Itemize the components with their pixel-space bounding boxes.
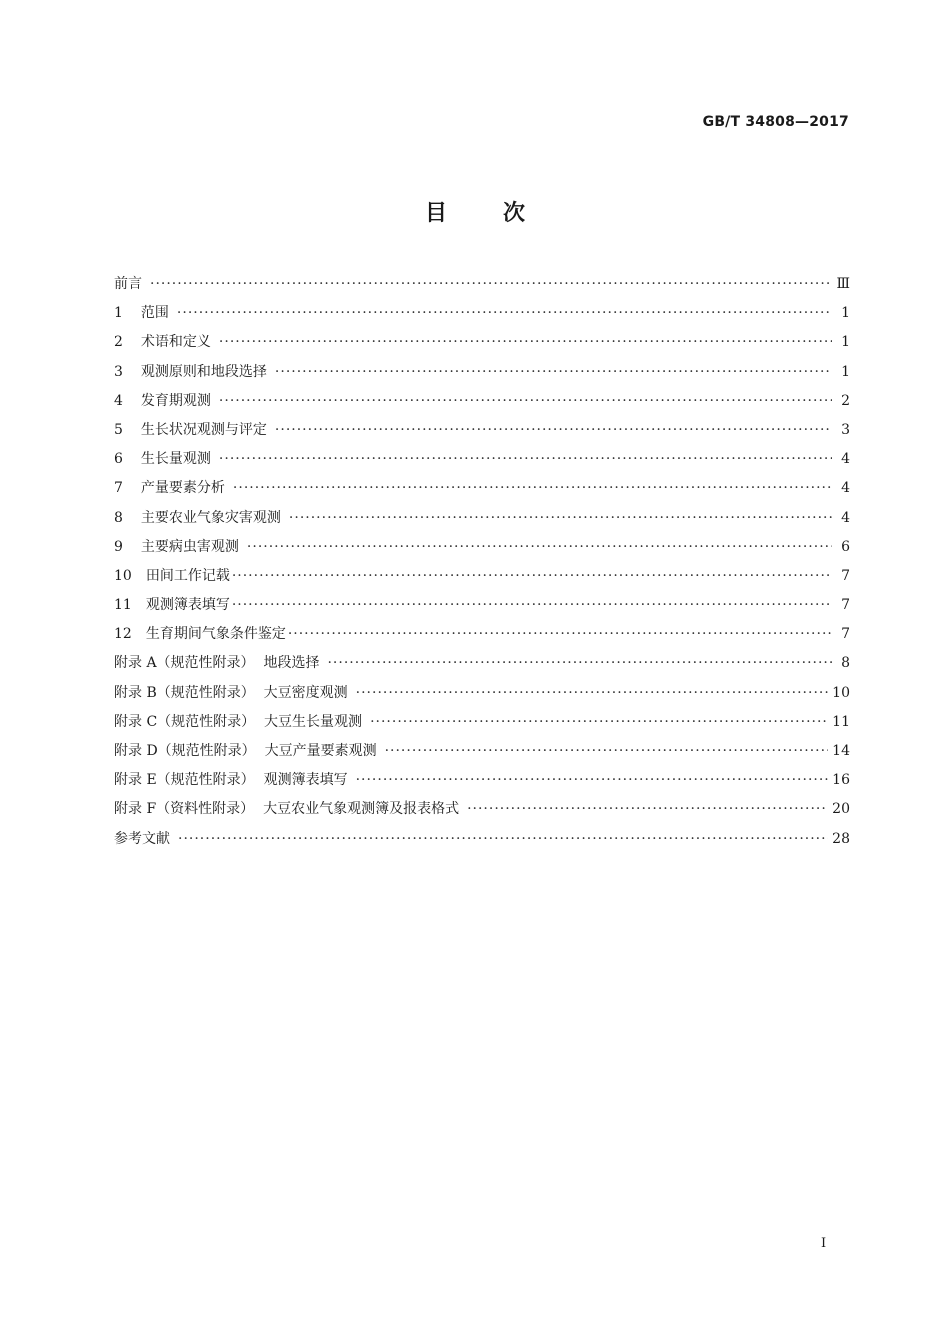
toc-entry-page: Ⅲ <box>836 276 850 292</box>
toc-entry-references[interactable] <box>114 825 850 854</box>
toc-entry-6[interactable] <box>114 445 850 474</box>
toc-entry-8[interactable] <box>114 504 850 533</box>
toc-entry-number: 2 <box>114 334 123 351</box>
toc-entry-label: 前言 <box>114 276 142 292</box>
toc-entry-page: 7 <box>841 597 850 614</box>
toc-entry-page: 6 <box>841 538 850 555</box>
toc-leader-dots <box>288 620 832 649</box>
toc-entry-page: 1 <box>841 334 850 351</box>
toc-entry-label: 主要农业气象灾害观测 <box>140 509 281 526</box>
toc-entry-1[interactable] <box>114 299 850 328</box>
toc-entry-page: 1 <box>841 305 850 322</box>
toc-entry-page: 16 <box>832 772 850 789</box>
toc-entry-number: 5 <box>114 421 123 438</box>
toc-entry-label: 发育期观测 <box>140 392 211 409</box>
toc-entry-page: 28 <box>832 830 850 847</box>
toc-entry-page: 20 <box>832 801 850 818</box>
toc-entry-number: 10 <box>114 567 132 584</box>
toc-leader-dots <box>356 766 829 795</box>
toc-entry-label: 附录 D（规范性附录） 大豆产量要素观测 <box>114 743 377 759</box>
toc-entry-label: 附录 F（资料性附录） 大豆农业气象观测簿及报表格式 <box>114 801 460 818</box>
toc-leader-dots <box>247 533 832 562</box>
toc-entry-page: 7 <box>841 567 850 584</box>
toc-leader-dots <box>275 416 832 445</box>
toc-entry-label: 术语和定义 <box>140 334 211 351</box>
toc-leader-dots <box>233 474 832 503</box>
toc-entry-number: 3 <box>114 363 123 380</box>
toc-entry-4[interactable] <box>114 387 850 416</box>
standard-code: GB/T 34808—2017 <box>702 114 849 130</box>
toc-entry-label: 生长状况观测与评定 <box>140 421 267 438</box>
toc-leader-dots <box>177 299 832 328</box>
toc-entry-number: 12 <box>114 626 132 643</box>
toc-entry-5[interactable] <box>114 416 850 445</box>
toc-entry-7[interactable] <box>114 474 850 503</box>
toc-entry-number: 6 <box>114 451 123 468</box>
toc-entry-appendix-e[interactable] <box>114 766 850 795</box>
toc-leader-dots <box>219 328 832 357</box>
toc-entry-number: 8 <box>114 509 123 526</box>
toc-leader-dots <box>370 708 828 737</box>
toc-entry-label: 范围 <box>140 305 169 322</box>
toc-leader-dots <box>289 504 832 533</box>
toc-entry-9[interactable] <box>114 533 850 562</box>
toc-entry-label: 附录 C（规范性附录） 大豆生长量观测 <box>114 713 363 730</box>
toc-entry-page: 7 <box>841 626 850 643</box>
toc-entry-number: 11 <box>114 597 132 614</box>
toc-leader-dots <box>385 737 829 766</box>
toc-leader-dots <box>232 591 832 620</box>
toc-leader-dots <box>356 679 829 708</box>
toc-entry-number: 9 <box>114 538 123 555</box>
toc-entry-number: 4 <box>114 392 123 409</box>
toc-entry-page: 4 <box>841 480 850 497</box>
toc-entry-page: 8 <box>841 655 850 672</box>
toc-entry-appendix-c[interactable] <box>114 708 850 737</box>
toc-leader-dots <box>150 270 832 299</box>
toc-entry-page: 10 <box>832 684 850 701</box>
toc-entry-appendix-a[interactable] <box>114 649 850 678</box>
toc-entry-page: 1 <box>841 363 850 380</box>
toc-entry-label: 参考文献 <box>114 830 170 847</box>
toc-entry-label: 观测簿表填写 <box>145 597 230 614</box>
toc-entry-label: 附录 A（规范性附录） 地段选择 <box>114 655 320 672</box>
toc-entry-label: 生长量观测 <box>140 451 211 468</box>
toc-entry-appendix-f[interactable] <box>114 795 850 824</box>
page-title: 目次 <box>424 201 581 226</box>
toc-leader-dots <box>467 795 828 824</box>
toc-entry-10[interactable] <box>114 562 850 591</box>
toc-entry-page: 4 <box>841 509 850 526</box>
toc-entry-label: 附录 B（规范性附录） 大豆密度观测 <box>114 684 348 701</box>
table-of-contents <box>114 270 850 854</box>
toc-entry-11[interactable] <box>114 591 850 620</box>
toc-leader-dots <box>327 649 832 678</box>
toc-entry-label: 主要病虫害观测 <box>140 538 239 555</box>
toc-entry-3[interactable] <box>114 358 850 387</box>
toc-entry-number: 1 <box>114 305 123 322</box>
toc-entry-number: 7 <box>114 480 123 497</box>
toc-entry-2[interactable] <box>114 328 850 357</box>
toc-entry-label: 产量要素分析 <box>140 480 225 497</box>
toc-entry-page: 2 <box>841 392 850 409</box>
toc-entry-page: 4 <box>841 451 850 468</box>
toc-entry-12[interactable] <box>114 620 850 649</box>
toc-entry-page: 3 <box>841 421 850 438</box>
toc-leader-dots <box>219 387 832 416</box>
toc-leader-dots <box>219 445 832 474</box>
toc-entry-label: 观测原则和地段选择 <box>140 363 267 380</box>
toc-entry-label: 附录 E（规范性附录） 观测簿表填写 <box>114 772 348 789</box>
toc-entry-appendix-d[interactable] <box>114 737 850 766</box>
toc-leader-dots <box>178 825 828 854</box>
toc-entry-label: 田间工作记载 <box>145 567 230 584</box>
toc-leader-dots <box>232 562 832 591</box>
toc-entry-page: 14 <box>832 743 850 759</box>
toc-entry-foreword[interactable] <box>114 270 850 299</box>
toc-leader-dots <box>275 358 832 387</box>
toc-entry-appendix-b[interactable] <box>114 679 850 708</box>
page-number: Ⅰ <box>821 1236 827 1251</box>
toc-entry-page: 11 <box>832 713 850 730</box>
toc-entry-label: 生育期间气象条件鉴定 <box>145 626 286 643</box>
